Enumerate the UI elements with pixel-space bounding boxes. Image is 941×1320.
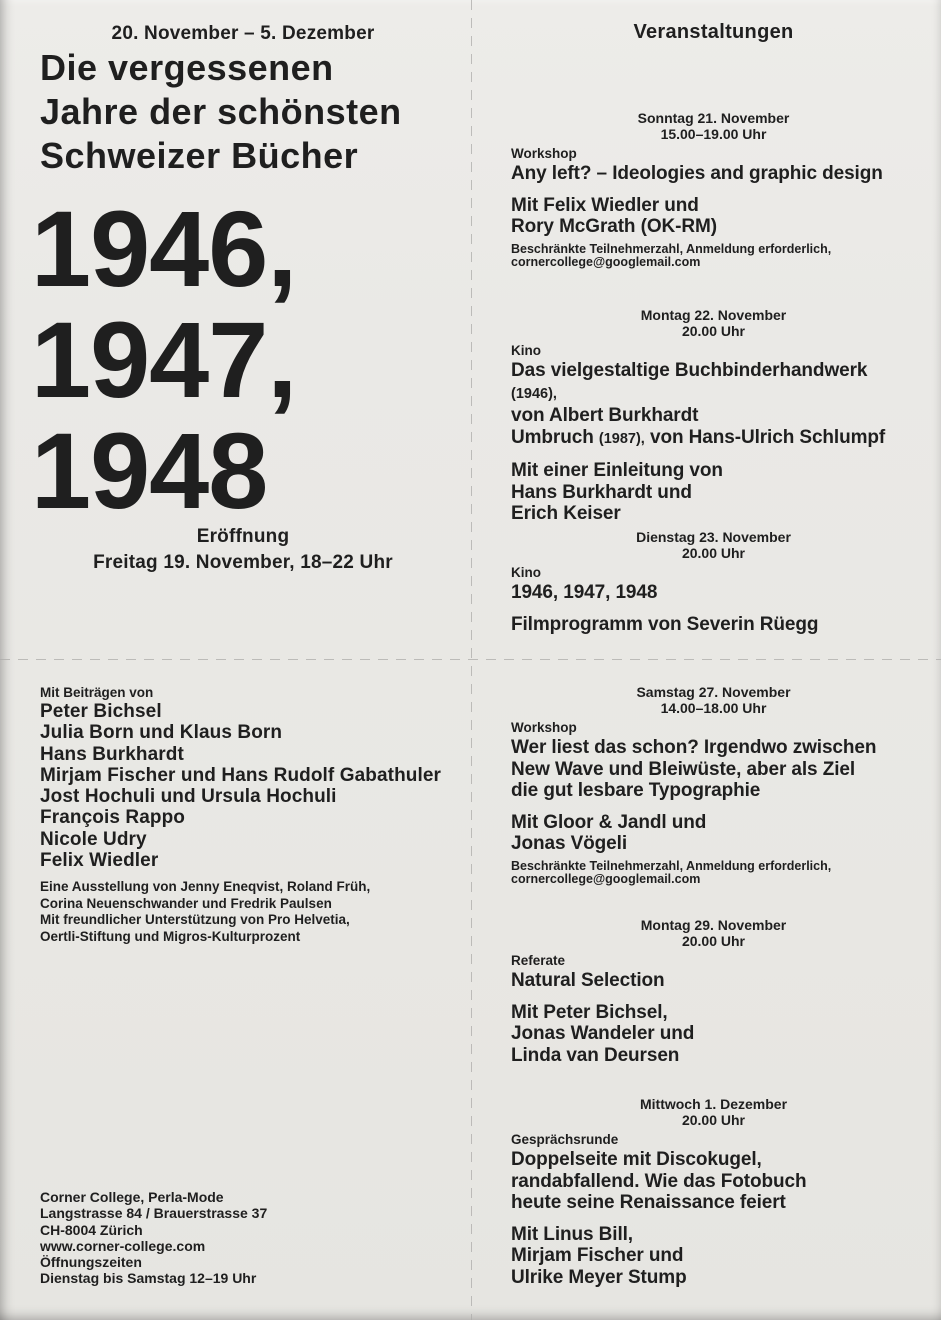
event-title: Natural Selection [511,970,665,991]
event-category: Workshop [511,146,577,161]
event-date: Montag 22. November [640,307,787,323]
exhibition-date-range: 20. November – 5. Dezember [111,23,375,44]
horizontal-fold-line [0,659,941,660]
film-year: (1946), [511,385,557,402]
credit-line: Eine Ausstellung von Jenny Eneqvist, Roland Früh, [40,879,371,894]
credit-line: Oertli-Stiftung und Migros-Kulturprozent [40,928,301,944]
event-date: Dienstag 23. November [636,529,791,545]
vertical-fold-line [471,0,472,1320]
opening-hours-label: Öffnungszeiten [40,1254,142,1271]
event-title: Das vielgestaltige Buchbinderhandwerk (1946), von Albert Burkhardt Umbruch (1987), von Hans-Ulrich Schlumpf [511,360,886,448]
credit-line: Corina Neuenschwander und Fredrik Paulsen [40,895,332,911]
contributors-list [40,701,441,871]
event-title: 1946, 1947, 1948 [511,582,658,603]
contributor: Felix Wiedler [40,850,159,872]
exhibition-credits [40,879,370,945]
event-registration-note: Beschränkte Teilnehmerzahl, Anmeldung erforderlich, cornercollege@googlemail.com [511,241,832,270]
contributor: Mirjam Fischer und Hans Rudolf Gabathuler [40,764,442,786]
contributor: Julia Born und Klaus Born [40,722,283,744]
event-time: 20.00 Uhr [681,323,746,339]
venue-name: Corner College, Perla-Mode [40,1189,224,1205]
event-category: Kino [511,343,541,358]
venue-city: CH-8004 Zürich [40,1221,143,1238]
contributor: Jost Hochuli und Ursula Hochuli [40,786,337,808]
title-line-3: Schweizer Bücher [40,135,359,176]
opening-info [40,524,446,576]
credit-line: Mit freundlicher Unterstützung von Pro Helvetia, [40,912,350,927]
contributors-heading: Mit Beiträgen von [40,685,154,700]
event-time: 15.00–19.00 Uhr [660,126,767,142]
exhibition-title [40,46,402,178]
event-title: Any left? – Ideologies and graphic design [511,163,883,184]
event-category: Kino [511,565,541,580]
event-workshop-any-left [511,110,916,270]
film-year: (1987), [598,430,645,447]
contributor: Hans Burkhardt [40,743,184,765]
year-1948: 1948 [31,410,268,531]
venue-info [40,1189,267,1287]
venue-street: Langstrasse 84 / Brauerstrasse 37 [40,1205,268,1222]
event-kino-buchbinderhandwerk [511,307,916,525]
event-time: 14.00–18.00 Uhr [660,700,767,716]
title-line-2: Jahre der schönsten [40,91,402,132]
year-1947: 1947, [31,299,297,420]
event-category: Referate [511,953,566,968]
years-display [31,188,297,531]
event-speakers: Mit Peter Bichsel, Jonas Wandeler und Linda van Deursen [511,1001,695,1066]
event-time: 20.00 Uhr [681,545,746,561]
event-speakers: Mit Felix Wiedler und Rory McGrath (OK-RM) [511,194,717,237]
event-workshop-wer-liest-das-schon [511,684,916,887]
event-title: Doppelseite mit Discokugel, randabfallend. Wie das Fotobuch heute seine Renaissance feiert [511,1149,807,1213]
event-program-credit: Filmprogramm von Severin Rüegg [511,613,819,635]
opening-hours: Dienstag bis Samstag 12–19 Uhr [40,1270,257,1287]
opening-label: Eröffnung [196,526,290,547]
title-line-1: Die vergessenen [40,47,334,88]
event-category: Workshop [511,720,577,735]
event-date: Sonntag 21. November [637,110,790,126]
event-speakers: Mit einer Einleitung von Hans Burkhardt und Erich Keiser [511,460,723,524]
event-date: Samstag 27. November [636,684,791,700]
events-heading: Veranstaltungen [633,21,794,43]
event-time: 20.00 Uhr [681,933,746,949]
event-registration-note: Beschränkte Teilnehmerzahl, Anmeldung erforderlich, cornercollege@googlemail.com [511,858,832,887]
event-date: Montag 29. November [640,917,787,933]
event-gespraechsrunde-doppelseite [511,1096,916,1288]
event-category: Gesprächsrunde [511,1132,619,1147]
venue-website: www.corner-college.com [40,1237,206,1254]
event-title: Wer liest das schon? Irgendwo zwischen New Wave und Bleiwüste, aber als Ziel die gut lesbare Typographie [511,737,877,801]
event-kino-1946-1947-1948 [511,529,916,635]
contributor: François Rappo [40,807,185,829]
event-time: 20.00 Uhr [681,1112,746,1128]
year-1946: 1946, [31,188,297,309]
contributor: Peter Bichsel [40,701,162,722]
event-referate-natural-selection [511,917,916,1066]
event-date: Mittwoch 1. Dezember [639,1096,788,1112]
event-speakers: Mit Gloor & Jandl und Jonas Vögeli [511,811,707,854]
opening-time: Freitag 19. November, 18–22 Uhr [93,552,393,573]
event-speakers: Mit Linus Bill, Mirjam Fischer und Ulrike Meyer Stump [511,1223,687,1288]
contributor: Nicole Udry [40,828,147,850]
